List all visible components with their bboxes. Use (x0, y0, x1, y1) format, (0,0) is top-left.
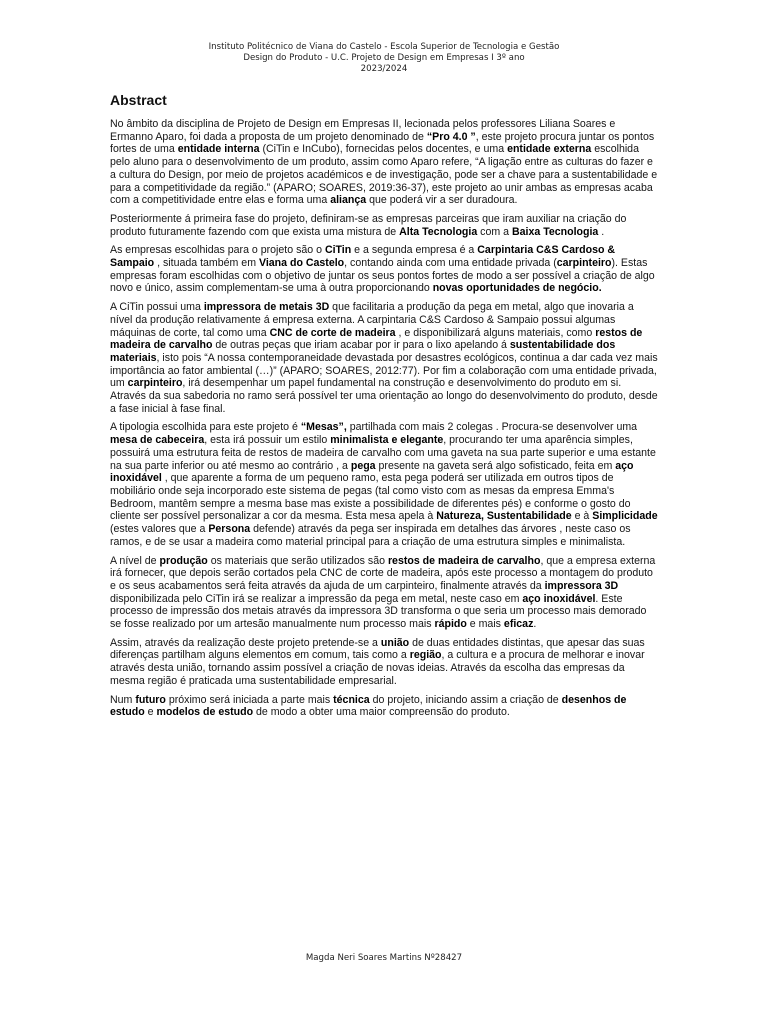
paragraph-text: . (533, 618, 537, 631)
emphasized-text: mesa de cabeceira (110, 434, 205, 447)
paragraph-text: partilhada com mais 2 colegas . Procura-se desenvolver uma (346, 421, 638, 434)
paragraph-text: e mais (466, 618, 504, 631)
paragraph-text: próximo será iniciada a parte mais (165, 693, 334, 706)
emphasized-text: restos de madeira de carvalho (110, 326, 643, 352)
emphasized-text: CiTin (324, 244, 352, 257)
paragraph-text: A CiTin possui uma (110, 301, 204, 314)
header-institution: Instituto Politécnico de Viana do Castelo - Escola Superior de Tecnologia e Gestão (208, 42, 560, 52)
paragraph-text: e a segunda empresa é a (351, 244, 478, 257)
emphasized-text: impressora de metais 3D (203, 301, 330, 314)
paragraph-text: que facilitaria a produção da pega em metal, algo que inovaria a nível da produção relativamente á empresa externa. A carpintaria C&S Cardoso & Sampaio possui algumas máquinas de corte, tal como uma (110, 301, 634, 339)
emphasized-text: Persona (208, 523, 251, 536)
emphasized-text: pega (350, 459, 376, 472)
emphasized-text: aço inoxidável (110, 459, 634, 485)
abstract-paragraph (110, 213, 658, 238)
paragraph-text: que poderá vir a ser duradoura. (366, 194, 518, 207)
emphasized-text: entidade externa (507, 143, 592, 156)
paragraph-text: , esta irá possuir um estilo (204, 434, 331, 447)
abstract-paragraph (110, 694, 658, 719)
paragraph-text: , a cultura e a procura de melhorar e inovar através desta união, tornando assim possível a criação de novas ideias. Através da escolha das empresas da mesma região é praticada uma sustentabilidade empresarial. (110, 649, 645, 687)
emphasized-text: restos de madeira de carvalho (387, 554, 541, 567)
abstract-body (110, 118, 658, 725)
emphasized-text: modelos de estudo (156, 706, 254, 719)
emphasized-text: rápido (434, 618, 467, 631)
emphasized-text: “Mesas”, (300, 421, 347, 434)
paragraph-text: os materiais que serão utilizados são (207, 554, 388, 567)
paragraph-text: (CiTin e InCubo), fornecidas pelos docentes, e uma (259, 143, 508, 156)
abstract-paragraph (110, 421, 658, 548)
emphasized-text: Baixa Tecnologia (511, 225, 599, 238)
paragraph-text: escolhida pelo aluno para o desenvolvimento de um produto, assim como Aparo refere, “A ligação entre as culturas do fazer e a cultura do Design, por meio de projetos académicos e de investigação, pode ser a chave para a sustentabilidade e para a competitividade da região.” (APARO; SOARES, 2019:36-37), este projeto ao unir ambas as empresas acaba com a competitividade entre elas e forma uma (110, 143, 658, 207)
emphasized-text: produção (159, 554, 208, 567)
paragraph-text: . (598, 225, 605, 238)
paragraph-text: , contando ainda com uma entidade privada ( (344, 257, 557, 270)
paragraph-text: (estes valores que a (110, 523, 209, 536)
paragraph-text: , e disponibilizará alguns materiais, como (395, 326, 596, 339)
emphasized-text: aliança (330, 194, 367, 207)
emphasized-text: novas oportunidades de negócio. (432, 282, 602, 295)
emphasized-text: união (380, 636, 410, 649)
paragraph-text: , este projeto procura juntar os pontos fortes de uma (110, 130, 655, 156)
paragraph-text: , isto pois “A nossa contemporaneidade devastada por desastres ecológicos, continua a dar cada vez mais importância ao fator ambiental (…)” (APARO; SOARES, 2012:77). Por fim a colaboração com uma entidade privada, um (110, 351, 658, 390)
abstract-paragraph (110, 118, 658, 207)
emphasized-text: Simplicidade (592, 510, 658, 523)
emphasized-text: minimalista e elegante (330, 434, 444, 447)
emphasized-text: Carpintaria C&S Cardoso & Sampaio (110, 244, 616, 270)
emphasized-text: eficaz (503, 618, 534, 631)
emphasized-text: impressora 3D (544, 579, 619, 592)
paragraph-text: Posteriormente á primeira fase do projeto, definiram-se as empresas parceiras que iram auxiliar na criação do produto futuramente fazendo com que exista uma mistura de (110, 212, 627, 238)
document-header (0, 42, 768, 75)
emphasized-text: aço inoxidável (522, 592, 596, 605)
paragraph-text: do projeto, iniciando assim a criação de (369, 693, 562, 706)
paragraph-text: No âmbito da disciplina de Projeto de Design em Empresas II, lecionada pelos professores Liliana Soares e Ermanno Aparo, foi dada a proposta de um projeto denominado de (110, 118, 616, 143)
emphasized-text: Natureza, Sustentabilidade (436, 510, 572, 523)
paragraph-text: e à (571, 510, 593, 523)
abstract-paragraph (110, 555, 658, 631)
emphasized-text: região (409, 649, 442, 662)
paragraph-text: de outras peças que iriam acabar por ir para o lixo apelando á (212, 339, 510, 352)
abstract-paragraph (110, 244, 658, 295)
paragraph-text: com a (477, 225, 512, 238)
emphasized-text: técnica (333, 693, 370, 706)
emphasized-text: Alta Tecnologia (399, 225, 478, 238)
paragraph-text: , procurando ter uma aparência simples, possuirá uma estrutura feita de restos de madeira de carvalho com uma gaveta na sua parte superior e uma estante na sua parte inferior ou até mesmo ao contrário , a (110, 434, 656, 472)
paragraph-text: A nível de (110, 554, 160, 567)
emphasized-text: “Pro 4.0 ” (426, 130, 476, 143)
emphasized-text: carpinteiro (127, 377, 183, 390)
section-title: Abstract (110, 92, 167, 108)
emphasized-text: CNC de corte de madeira (269, 326, 396, 339)
abstract-paragraph (110, 637, 658, 688)
paragraph-text: defende) através da pega ser inspirada em detalhes das árvores , neste caso os ramos, e de se usar a madeira como material principal para a criação de uma estrutura simples e minimalista. (110, 523, 631, 548)
paragraph-text: presente na gaveta será algo sofisticado, feita em (375, 459, 616, 472)
emphasized-text: desenhos de estudo (110, 693, 627, 719)
abstract-paragraph (110, 301, 658, 415)
paragraph-text: Num (110, 693, 136, 706)
header-course: Design do Produto - U.C. Projeto de Design em Empresas I 3º ano (243, 53, 525, 63)
paragraph-text: , situada também em (154, 257, 259, 270)
paragraph-text: , que aparente a forma de um pequeno ramo, esta pega poderá ser utilizada em outros tipos de mobiliário onde seja incorporado este sistema de pegas (tal como visto com as mesas da empresa Emma's Bedroom, mantêm sempre a mesma base mas existe a possibilidade de diferentes pés) e conforme o gosto do cliente ser possível personalizar a cor da mesma. Esta mesa apela à (110, 472, 631, 523)
document-footer: Magda Neri Soares Martins Nº28427 (305, 953, 463, 963)
paragraph-text: A tipologia escolhida para este projeto é (110, 421, 301, 434)
header-year: 2023/2024 (360, 64, 408, 74)
paragraph-text: e (144, 706, 157, 719)
emphasized-text: Viana do Castelo (258, 257, 345, 270)
paragraph-text: , que a empresa externa irá fornecer, que depois serão cortados pela CNC de corte de madeira, após este processo a montagem do produto e os seus acabamentos será feita através da ajuda de um carpinteiro, finalmente através da (110, 554, 656, 592)
paragraph-text: , irá desempenhar um papel fundamental na construção e desenvolvimento do produto em si. Através da sua sabedoria no ramo será possível ter uma orientação ao longo do desenvolvimento do produto, desde a fase inicial à fase final. (110, 377, 658, 415)
emphasized-text: sustentabilidade dos materiais (110, 339, 616, 364)
paragraph-text: As empresas escolhidas para o projeto são o (110, 244, 325, 257)
emphasized-text: entidade interna (177, 143, 260, 156)
paragraph-text: Assim, através da realização deste projeto pretende-se a (110, 636, 381, 649)
paragraph-text: ). Estas empresas foram escolhidas com o objetivo de juntar os seus pontos fortes de modo a ser possível a criação de algo novo e único, assim complementam-se uma à outra proporcionando (110, 257, 655, 295)
paragraph-text: . Este processo de impressão dos metais através da impressora 3D transforma o que seria um processo mais demorado se fosse realizado por um artesão manualmente num processo mais (110, 592, 647, 631)
emphasized-text: futuro (135, 693, 166, 706)
paragraph-text: de modo a obter uma maior compreensão do produto. (253, 706, 510, 719)
paragraph-text: disponibilizada pelo CiTin irá se realizar a impressão da pega em metal, neste caso em (110, 592, 523, 605)
emphasized-text: carpinteiro (556, 257, 612, 270)
paragraph-text: de duas entidades distintas, que apesar das suas diferenças partilham alguns elementos em comum, tais como a (110, 636, 645, 662)
